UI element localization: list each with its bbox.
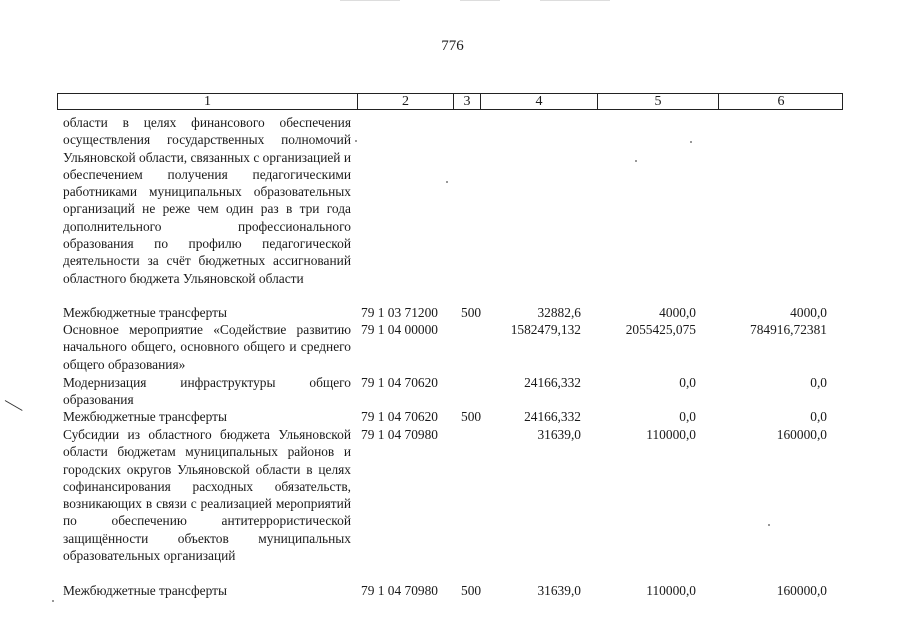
scan-speck	[355, 140, 357, 142]
row-value-col6: 160000,0	[776, 427, 827, 442]
header-col-2: 2	[358, 94, 454, 109]
row-value-col5: 110000,0	[646, 583, 696, 598]
row-description: Модернизация инфраструктуры общего образования	[63, 375, 351, 408]
scan-speck	[690, 141, 692, 143]
row-value-col5: 4000,0	[659, 305, 696, 320]
margin-pen-mark	[5, 400, 23, 411]
row-value-col5: 0,0	[679, 409, 696, 424]
row-description: Основное мероприятие «Содействие развитию начального общего, основного общего и среднего общего образования»	[63, 322, 351, 372]
row-code: 79 1 04 70620	[361, 409, 438, 424]
row-value-col6: 784916,72381	[750, 322, 827, 337]
scan-speck	[635, 160, 637, 162]
page-number: 776	[441, 38, 464, 54]
scan-artifact	[540, 0, 610, 1]
row-value-col5: 110000,0	[646, 427, 696, 442]
scan-speck	[768, 524, 770, 526]
row-type: 500	[461, 583, 482, 598]
row-value-col4: 24166,332	[524, 375, 581, 390]
row-value-col4: 1582479,132	[510, 322, 581, 337]
row-description: области в целях финансового обеспечения осуществления государственных полномочий Ульяновской области, связанных с организацией и обеспечением получения педагогическими работниками муниципальных образовательных организаций не реже чем один раз в три года дополнительного профессионального образования по профилю педагогической деятельности за счёт бюджетных ассигнований областного бюджета Ульяновской области	[63, 115, 351, 286]
row-code: 79 1 03 71200	[361, 305, 438, 320]
header-col-6: 6	[777, 94, 785, 109]
scan-artifact	[340, 0, 400, 1]
scan-speck	[446, 181, 448, 183]
row-value-col4: 32882,6	[537, 305, 581, 320]
table-header	[57, 93, 843, 110]
header-col-3: 3	[454, 94, 481, 109]
row-description: Субсидии из областного бюджета Ульяновской области бюджетам муниципальных районов и городских округов Ульяновской области в целях софинансирования расходных обязательств, возникающих в связи с реализацией мероприятий по обеспечению антитеррористической защищённости объектов муниципальных образовательных организаций	[63, 427, 351, 564]
row-type: 500	[461, 409, 482, 424]
header-col-5: 5	[598, 94, 719, 109]
header-col-4: 4	[481, 94, 598, 109]
row-type: 500	[461, 305, 482, 320]
row-code: 79 1 04 70980	[361, 427, 438, 442]
row-value-col5: 2055425,075	[625, 322, 696, 337]
row-value-col4: 31639,0	[537, 427, 581, 442]
row-value-col5: 0,0	[679, 375, 696, 390]
row-value-col6: 160000,0	[776, 583, 827, 598]
row-value-col6: 0,0	[810, 375, 827, 390]
row-description: Межбюджетные трансферты	[63, 305, 227, 320]
scan-speck	[52, 600, 54, 602]
row-code: 79 1 04 70620	[361, 375, 438, 390]
header-col-1: 1	[58, 94, 358, 109]
scan-artifact	[460, 0, 500, 1]
row-value-col4: 24166,332	[524, 409, 581, 424]
row-code: 79 1 04 00000	[361, 322, 438, 337]
row-description: Межбюджетные трансферты	[63, 583, 227, 598]
row-value-col6: 0,0	[810, 409, 827, 424]
row-code: 79 1 04 70980	[361, 583, 438, 598]
row-value-col6: 4000,0	[790, 305, 827, 320]
row-value-col4: 31639,0	[537, 583, 581, 598]
row-description: Межбюджетные трансферты	[63, 409, 227, 424]
